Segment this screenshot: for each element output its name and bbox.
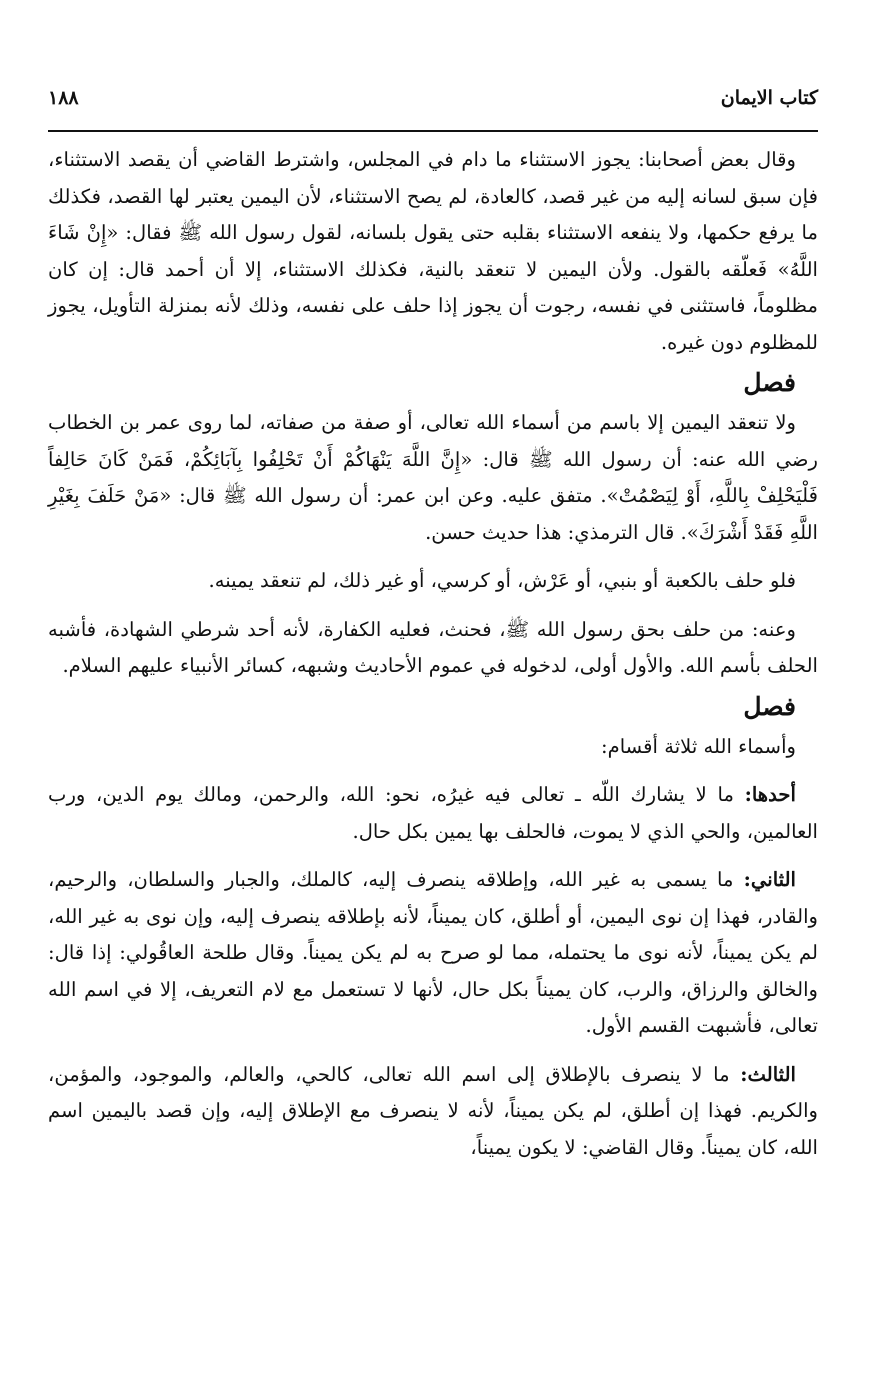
header-rule xyxy=(48,130,818,132)
page-number: ١٨٨ xyxy=(48,87,79,109)
paragraph-division-3 xyxy=(48,1057,818,1167)
division-3-text: ما لا ينصرف بالإطلاق إلى اسم الله تعالى، كالحي، والعالم، والموجود، والمؤمن، والكريم. فهذا إن أطلق، لم يكن يميناً، لأنه لا ينصرف مع الإطلاق إليه، وإن قصد باليمين اسم الله، كان يميناً. وقال القاضي: لا يكون يميناً، xyxy=(48,1062,818,1159)
paragraph-intro-divisions: وأسماء الله ثلاثة أقسام: xyxy=(600,734,796,758)
section-heading-2: فصل xyxy=(743,691,796,721)
paragraph-kaaba: فلو حلف بالكعبة أو بنبي، أو عَرْش، أو كرسي، أو غير ذلك، لم تنعقد يمينه. xyxy=(208,569,796,592)
paragraph-division-1 xyxy=(48,777,818,850)
division-1-text: ما لا يشارك اللّه ـ تعالى فيه غيرُه، نحو: الله، والرحمن، ومالك يوم الدين، ورب العالمين، والحي الذي لا يموت، فالحلف بها يمين بكل حال. xyxy=(48,783,818,843)
paragraph-yamin-names: ولا تنعقد اليمين إلا باسم من أسماء الله تعالى، أو صفة من صفاته، لما روى عمر بن الخطاب رضي الله عنه: أن رسول الله ﷺ قال: «إِنَّ اللَّهَ يَنْهَاكُمْ أَنْ تَحْلِفُوا بِآبَائِكُمْ، فَمَنْ كَانَ حَالِفاً فَلْيَحْلِفْ بِاللَّهِ، أَوْ لِيَصْمُتْ». متفق عليه. وعن ابن عمر: أن رسول الله ﷺ قال: «مَنْ حَلَفَ بِغَيْرِ اللَّهِ فَقَدْ أَشْرَكَ». قال الترمذي: هذا حديث حسن. xyxy=(48,411,818,544)
division-3-lead: الثالث: xyxy=(740,1062,796,1086)
paragraph-istithna: وقال بعض أصحابنا: يجوز الاستثناء ما دام في المجلس، واشترط القاضي أن يقصد الاستثناء، فإن سبق لسانه إليه من غير قصد، كالعادة، لم يصح الاستثناء، لأن اليمين يعتبر لها القصد، فكذلك ما يرفع حكمها، ولا ينفعه الاستثناء بقلبه حتى يقول بلسانه، لقول رسول الله ﷺ فقال: «إِنْ شَاءَ اللَّهُ» فَعلّقه بالقول. ولأن اليمين لا تنعقد بالنية، فكذلك الاستثناء، إلا أن أحمد قال: إن كان مظلوماً، فاستثنى في نفسه، رجوت أن يجوز إذا حلف على نفسه، وذلك لأنه بمنزلة التأويل، يجوز للمظلوم دون غيره. xyxy=(48,148,818,354)
book-title: كتاب الايمان xyxy=(720,87,818,109)
paragraph-haqq-rasul: وعنه: من حلف بحق رسول الله ﷺ، فحنث، فعليه الكفارة، لأنه أحد شرطي الشهادة، فأشبه الحلف بأسم الله. والأول أولى، لدخوله في عموم الأحاديث وشبهه، كسائر الأنبياء عليهم السلام. xyxy=(48,617,818,677)
division-2-lead: الثاني: xyxy=(743,868,796,891)
running-header xyxy=(48,80,818,116)
division-1-lead: أحدها: xyxy=(744,783,796,806)
division-2-text: ما يسمى به غير الله، وإطلاقه ينصرف إليه، كالملك، والجبار والسلطان، والرحيم، والقادر، فهذا إن نوى اليمين، أو أطلق، كان يميناً، لأنه بإطلاقه ينصرف إليه، وإن نوى به غير الله، لم يكن يميناً، لأنه نوى ما يحتمله، مما لو صرح به لم يكن يميناً. وقال طلحة العاقُولي: إذا قال: والخالق والرزاق، والرب، كان يميناً بكل حال، لأنها لا تستعمل مع لام التعريف، إلا في اسم الله تعالى، فأشبهت القسم الأول. xyxy=(48,868,818,1037)
page-body xyxy=(48,142,818,1166)
paragraph-division-2 xyxy=(48,862,818,1045)
section-heading-1: فصل xyxy=(743,368,796,397)
